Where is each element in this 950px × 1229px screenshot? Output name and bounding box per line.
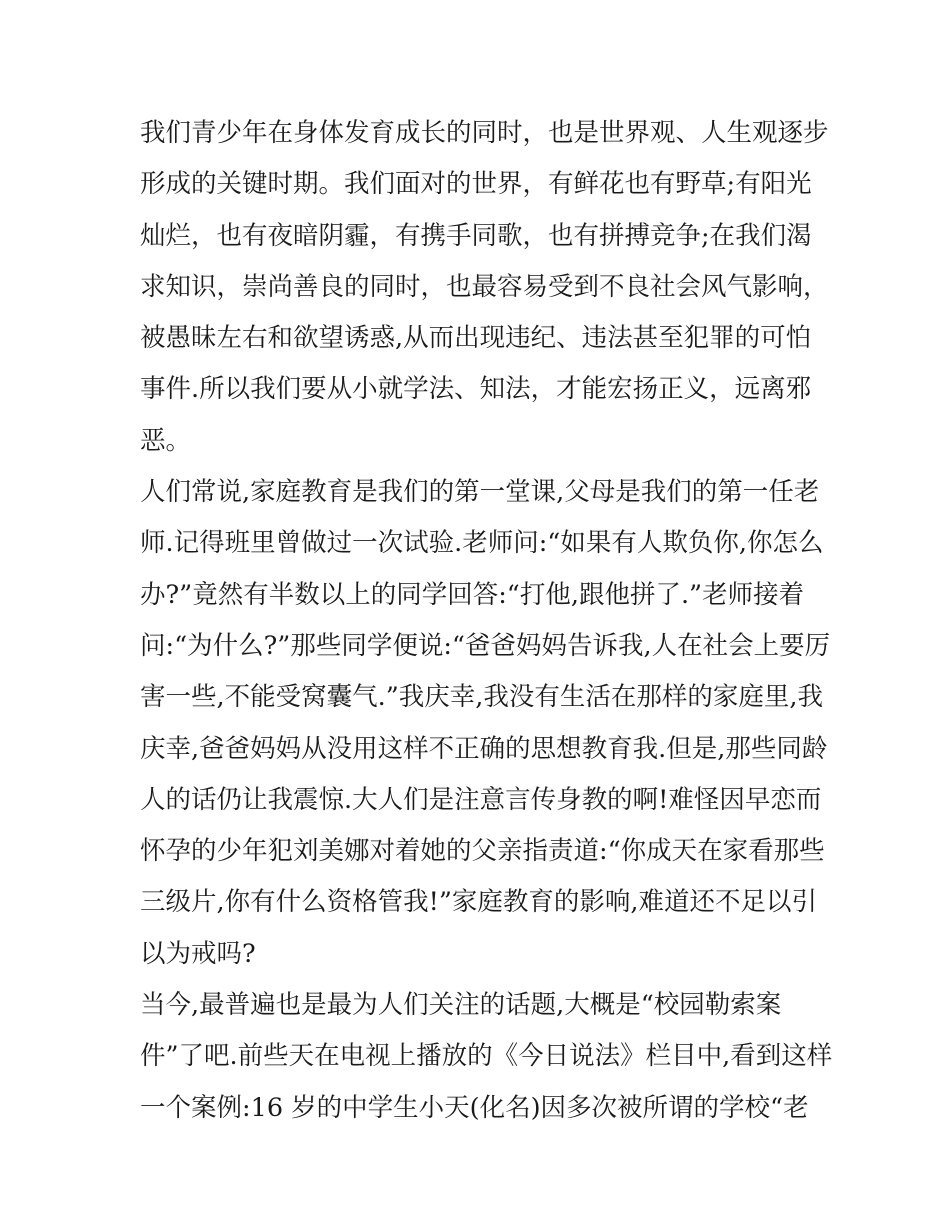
text-line: 被愚昧左右和欲望诱惑,从而出现违纪、违法甚至犯罪的可怕 bbox=[140, 323, 812, 354]
text-line: 办?”竟然有半数以上的同学回答:“打他,跟他拼了.”老师接着 bbox=[140, 579, 805, 610]
text-line: 以为戒吗? bbox=[140, 938, 256, 969]
text-line: 形成的关键时期。我们面对的世界，有鲜花也有野草;有阳光 bbox=[140, 169, 812, 200]
text-line: 当今,最普遍也是最为人们关注的话题,大概是“校园勒索案 bbox=[140, 990, 782, 1021]
text-line: 求知识，崇尚善良的同时，也最容易受到不良社会风气影响， bbox=[140, 271, 829, 302]
document-page bbox=[140, 108, 833, 1134]
text-line: 灿烂，也有夜暗阴霾，有携手同歌，也有拼搏竞争;在我们渴 bbox=[140, 220, 812, 251]
paragraph-1 bbox=[140, 108, 829, 467]
text-line: 一个案例:16 岁的中学生小天(化名)因多次被所谓的学校“老 bbox=[140, 1092, 809, 1123]
text-line: 事件.所以我们要从小就学法、知法，才能宏扬正义，远离邪 bbox=[140, 374, 812, 405]
text-line: 师.记得班里曾做过一次试验.老师问:“如果有人欺负你,你怎么 bbox=[140, 528, 824, 559]
text-line: 问:“为什么?”那些同学便说:“爸爸妈妈告诉我,人在社会上要厉 bbox=[140, 630, 831, 661]
text-line: 三级片,你有什么资格管我!”家庭教育的影响,难道还不足以引 bbox=[140, 887, 817, 918]
paragraph-2 bbox=[140, 467, 831, 980]
text-line: 件”了吧.前些天在电视上播放的《今日说法》栏目中,看到这样 bbox=[140, 1041, 833, 1072]
text-line: 恶。 bbox=[140, 425, 192, 456]
text-line: 人们常说,家庭教育是我们的第一堂课,父母是我们的第一任老 bbox=[140, 477, 820, 508]
text-line: 我们青少年在身体发育成长的同时，也是世界观、人生观逐步 bbox=[140, 118, 829, 148]
text-line: 人的话仍让我震惊.大人们是注意言传身教的啊!难怪因早恋而 bbox=[140, 784, 822, 815]
paragraph-3 bbox=[140, 980, 833, 1134]
text-line: 庆幸,爸爸妈妈从没用这样不正确的思想教育我.但是,那些同龄 bbox=[140, 733, 828, 764]
text-line: 害一些,不能受窝囊气.”我庆幸,我没有生活在那样的家庭里,我 bbox=[140, 682, 823, 713]
text-line: 怀孕的少年犯刘美娜对着她的父亲指责道:“你成天在家看那些 bbox=[140, 836, 825, 867]
